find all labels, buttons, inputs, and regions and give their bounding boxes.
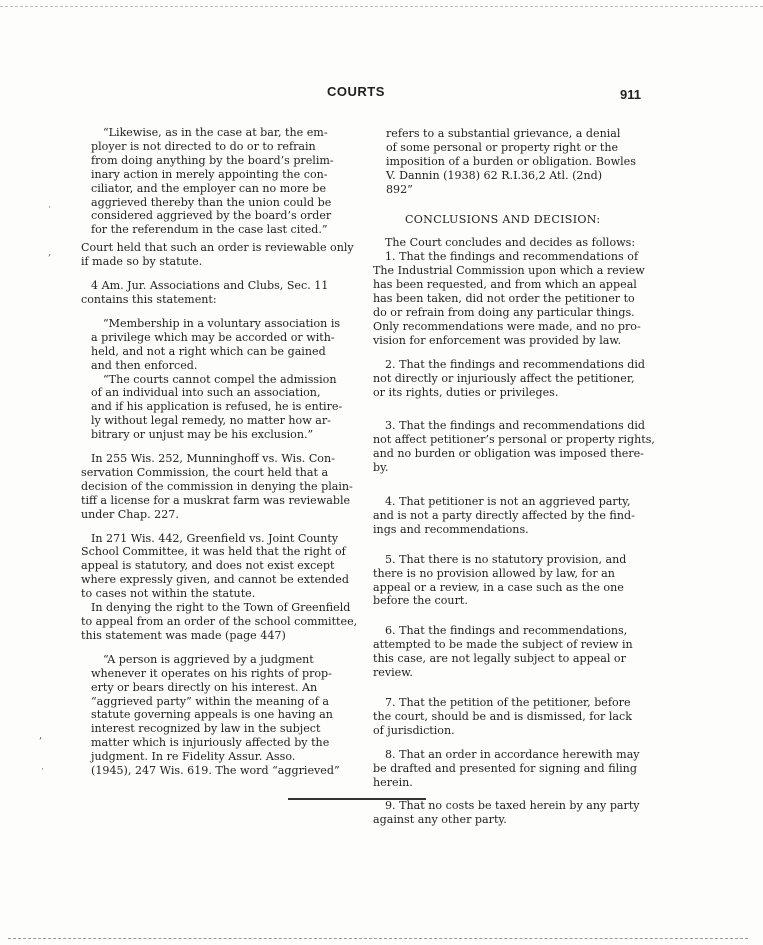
quote-line: judgment. In re Fidelity Assur. Asso.: [91, 750, 296, 764]
scan-speck: ˙: [40, 768, 45, 779]
body-line: or its rights, duties or privileges.: [373, 385, 559, 399]
body-line: be drafted and presented for signing and filing: [373, 761, 637, 775]
body-line: and is not a party directly affected by the find-: [373, 508, 635, 522]
body-line: to cases not within the statute.: [81, 587, 256, 601]
body-line: Only recommendations were made, and no pro-: [373, 319, 641, 333]
body-line: Court held that such an order is reviewable only: [81, 241, 354, 255]
body-line: if made so by statute.: [81, 255, 203, 269]
body-line: 1. That the findings and recommendations of: [385, 250, 639, 264]
body-line: herein.: [373, 775, 413, 789]
scan-speck: ‚: [39, 730, 43, 741]
body-line: there is no provision allowed by law, for an: [373, 566, 615, 580]
quote-line: “A person is aggrieved by a judgment: [103, 652, 314, 666]
quote-line: for the referendum in the case last cited.”: [91, 223, 328, 237]
body-line: where expressly given, and cannot be extended: [81, 573, 349, 587]
quote-line: statute governing appeals is one having an: [91, 708, 333, 722]
quote-line: aggrieved thereby than the union could be: [91, 195, 332, 209]
quote-line: “The courts cannot compel the admission: [103, 372, 337, 386]
running-header-title: COURTS: [327, 84, 385, 99]
body-line: by.: [373, 461, 389, 475]
quote-line: imposition of a burden or obligation. Bowles: [386, 154, 636, 168]
body-line: this case, are not legally subject to appeal or: [373, 652, 626, 666]
body-line: contains this statement:: [81, 292, 217, 306]
end-rule: [288, 798, 426, 800]
quote-line: considered aggrieved by the board’s order: [91, 209, 332, 223]
quote-line: bitrary or unjust may be his exclusion.”: [91, 428, 314, 442]
top-scan-edge: [0, 6, 763, 7]
body-line: In 271 Wis. 442, Greenfield vs. Joint County: [91, 531, 339, 545]
body-line: this statement was made (page 447): [81, 628, 286, 642]
body-line: not directly or injuriously affect the petitioner,: [373, 371, 635, 385]
body-line: 8. That an order in accordance herewith may: [385, 747, 640, 761]
quote-line: matter which is injuriously affected by the: [91, 736, 330, 750]
quote-line: of an individual into such an association,: [91, 386, 321, 400]
quote-line: ly without legal remedy, no matter how ar-: [91, 414, 331, 428]
body-line: School Committee, it was held that the right of: [81, 545, 346, 559]
body-line: The Court concludes and decides as follows:: [385, 236, 636, 250]
quote-line: and then enforced.: [91, 358, 198, 372]
body-line: 7. That the petition of the petitioner, before: [385, 696, 631, 709]
scan-speck: ‚: [48, 247, 52, 258]
body-line: decision of the commission in denying the plain-: [81, 479, 353, 493]
body-line: the court, should be and is dismissed, for lack: [373, 709, 632, 723]
body-line: appeal is statutory, and does not exist except: [81, 559, 335, 573]
body-line: 3. That the findings and recommendations did: [385, 419, 646, 433]
body-line: against any other party.: [373, 813, 507, 827]
body-line: 4 Am. Jur. Associations and Clubs, Sec. 11: [91, 279, 329, 293]
quote-line: erty or bears directly on his interest. An: [91, 680, 318, 694]
body-line: and no burden or obligation was imposed there-: [373, 447, 644, 461]
section-heading: CONCLUSIONS AND DECISION:: [405, 212, 601, 226]
body-line: has been requested, and from which an appeal: [373, 278, 637, 292]
body-line: tiff a license for a muskrat farm was reviewable: [81, 493, 351, 507]
body-line: has been taken, did not order the petitioner to: [373, 292, 635, 306]
body-line: ings and recommendations.: [373, 522, 529, 536]
quote-line: (1945), 247 Wis. 619. The word “aggrieved”: [91, 764, 340, 778]
body-line: attempted to be made the subject of review in: [373, 638, 633, 652]
quote-line: refers to a substantial grievance, a denial: [386, 127, 621, 140]
body-line: In denying the right to the Town of Greenfield: [91, 601, 351, 615]
body-line: do or refrain from doing any particular things.: [373, 305, 635, 319]
quote-line: and if his application is refused, he is entire-: [91, 400, 343, 414]
scan-speck: ˙: [47, 206, 52, 217]
quote-line: “Likewise, as in the case at bar, the em-: [103, 126, 328, 139]
quote-line: a privilege which may be accorded or with-: [91, 330, 335, 344]
body-line: review.: [373, 666, 413, 680]
quote-line: “Membership in a voluntary association is: [103, 316, 341, 330]
body-line: 6. That the findings and recommendations,: [385, 624, 628, 638]
quote-line: “aggrieved party” within the meaning of a: [91, 694, 329, 708]
body-line: appeal or a review, in a case such as the one: [373, 580, 624, 594]
quote-line: ployer is not directed to do or to refrain: [91, 139, 316, 153]
body-line: to appeal from an order of the school committee,: [81, 615, 358, 628]
body-line: not affect petitioner’s personal or property rights,: [373, 433, 655, 447]
quote-line: from doing anything by the board’s prelim-: [91, 153, 334, 167]
left-column: [81, 126, 361, 778]
page-number: 911: [620, 87, 641, 102]
body-line: 4. That petitioner is not an aggrieved party,: [385, 495, 631, 509]
body-line: 2. That the findings and recommendations did: [385, 357, 646, 371]
body-line: 9. That no costs be taxed herein by any party: [385, 799, 640, 813]
body-line: servation Commission, the court held that a: [81, 465, 329, 479]
right-column: [373, 127, 655, 827]
quote-line: ciliator, and the employer can no more be: [91, 181, 327, 195]
bottom-scan-edge: [8, 938, 748, 939]
body-line: before the court.: [373, 594, 468, 608]
body-line: vision for enforcement was provided by law.: [373, 333, 622, 347]
quote-line: interest recognized by law in the subject: [91, 722, 321, 736]
quote-line: inary action in merely appointing the con-: [91, 167, 328, 181]
body-line: The Industrial Commission upon which a review: [373, 264, 645, 278]
quote-line: whenever it operates on his rights of prop-: [91, 666, 332, 680]
body-line: In 255 Wis. 252, Munninghoff vs. Wis. Con-: [91, 452, 335, 466]
quote-line: held, and not a right which can be gained: [91, 344, 326, 358]
quote-line: 892”: [386, 182, 413, 196]
body-line: of jurisdiction.: [373, 723, 455, 737]
quote-line: V. Dannin (1938) 62 R.I.36,2 Atl. (2nd): [386, 168, 603, 182]
body-line: under Chap. 227.: [81, 507, 179, 521]
body-line: 5. That there is no statutory provision, and: [385, 552, 627, 566]
quote-line: of some personal or property right or the: [386, 140, 619, 154]
